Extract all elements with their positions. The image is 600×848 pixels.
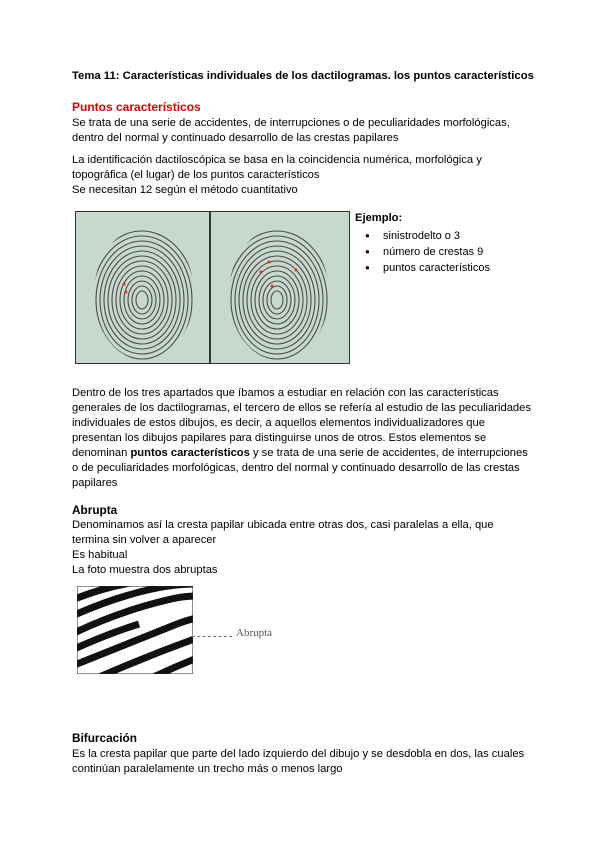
text-line: Es habitual: [72, 549, 128, 561]
page-title: Tema 11: Características individuales de los dactilogramas. los puntos característicos: [72, 70, 534, 82]
list-item: ● sinistrodelto o 3: [373, 228, 490, 244]
text-line: dentro del normal y continuado desarrollo de las crestas papilares: [72, 132, 399, 144]
text-line: presentan los dibujos papilares para distinguirse unos de otros. Estos elementos se: [72, 432, 487, 444]
text-line: Se necesitan 12 según el método cuantitativo: [72, 184, 298, 196]
paragraph-bifurcacion: [72, 747, 524, 777]
text-line: individuales de estos dibujos, es decir, a aquellos elementos individualizadores que: [72, 417, 485, 429]
text-line: Denominamos así la cresta papilar ubicada entre otras dos, casi paralelas a ella, que: [72, 519, 494, 531]
heading-bifurcacion: Bifurcación: [72, 731, 137, 745]
list-item: ● puntos característicos: [373, 260, 490, 276]
text-line: La identificación dactiloscópica se basa en la coincidencia numérica, morfológica y: [72, 154, 482, 166]
text-line: generales de los dactilogramas, el tercero de ellos se refería al estudio de las peculiaridades: [72, 402, 531, 414]
text-span: denominan: [72, 447, 131, 459]
text-line: Es la cresta papilar que parte del lado izquierdo del dibujo y se desdobla en dos, las cuales: [72, 748, 525, 760]
abrupta-ridges-image: [77, 586, 193, 674]
text-line: papilares: [72, 477, 118, 489]
paragraph-puntos-explicacion: [72, 386, 531, 491]
example-list: [355, 228, 490, 276]
heading-abrupta: Abrupta: [72, 503, 118, 517]
text-line: o de peculiaridades morfológicas, dentro del normal y continuado desarrollo de las crestas: [72, 462, 520, 474]
paragraph-definition: [72, 116, 510, 146]
text-line: continúan paralelamente un trecho más o menos largo: [72, 763, 343, 775]
bold-term: puntos característicos: [130, 447, 250, 459]
example-box: [355, 211, 490, 276]
text-line: La foto muestra dos abruptas: [72, 564, 218, 576]
text-line: Dentro de los tres apartados que íbamos a estudiar en relación con las características: [72, 387, 499, 399]
paragraph-abrupta: [72, 518, 494, 578]
text-span: y se trata de una serie de accidentes, de interrupciones: [249, 447, 528, 459]
image-divider: [209, 211, 211, 364]
fingerprint-drawing: [76, 212, 348, 362]
text-line: [72, 446, 531, 461]
text-line: termina sin volver a aparecer: [72, 534, 217, 546]
section-heading-puntos: Puntos característicos: [72, 100, 201, 114]
list-item: ● número de crestas 9: [373, 244, 490, 260]
paragraph-identificacion: [72, 153, 482, 198]
abrupta-pointer-line: [192, 636, 232, 637]
abrupta-figure-label: Abrupta: [236, 627, 273, 639]
text-line: topográfica (el lugar) de los puntos característicos: [72, 169, 320, 181]
example-title: Ejemplo:: [355, 212, 403, 224]
fingerprint-comparison-image: [75, 211, 350, 364]
text-line: Se trata de una serie de accidentes, de interrupciones o de peculiaridades morfológicas,: [72, 117, 510, 129]
